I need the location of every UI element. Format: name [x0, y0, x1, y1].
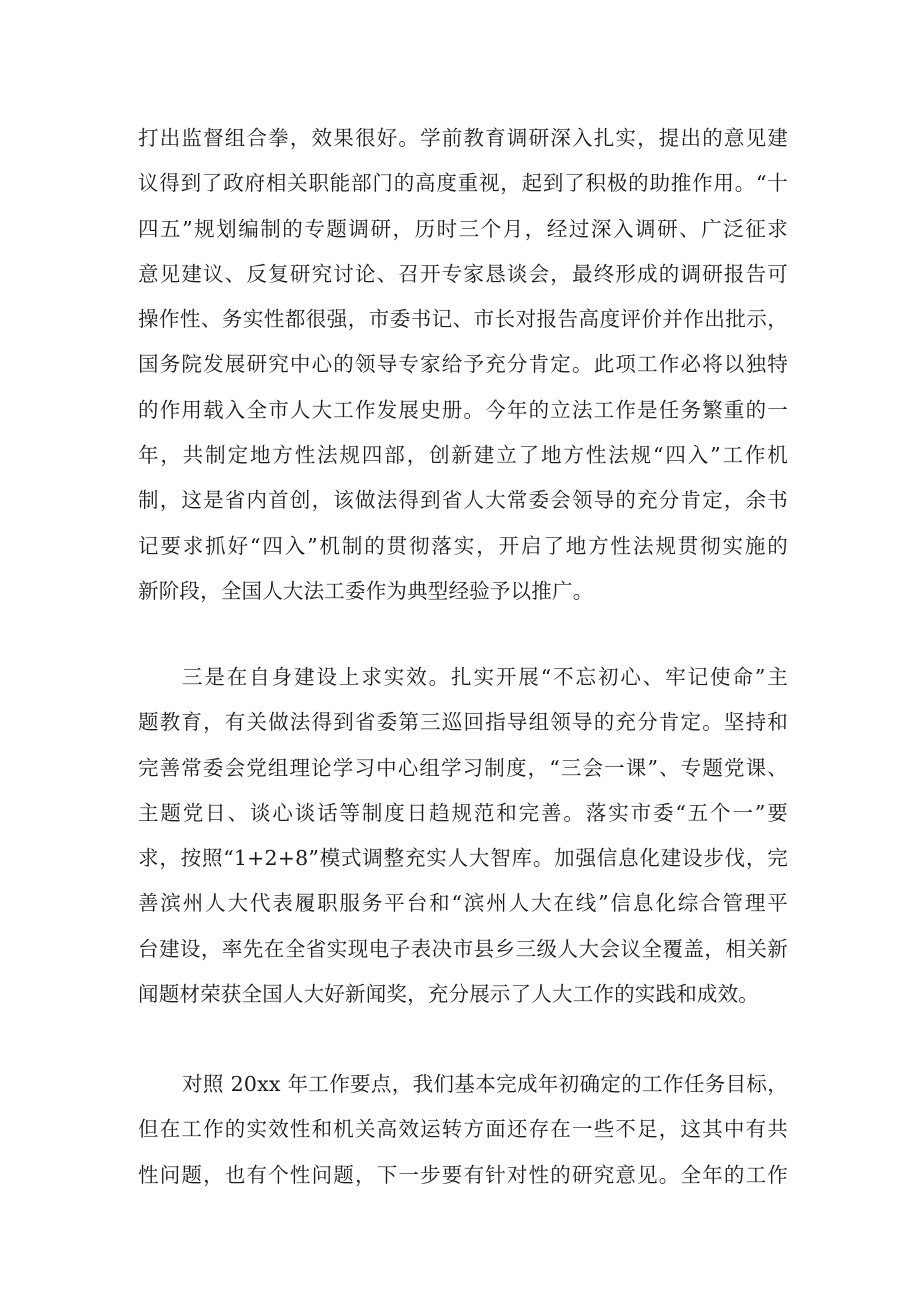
text-line: 国务院发展研究中心的领导专家给予充分肯定。此项工作必将以独特	[138, 352, 788, 377]
text-line: 完善常委会党组理论学习中心组学习制度，“三会一课”、专题党课、	[138, 755, 788, 780]
text-line: 的作用载入全市人大工作发展史册。今年的立法工作是任务繁重的一	[138, 397, 788, 422]
text-line: 主题党日、谈心谈话等制度日趋规范和完善。落实市委“五个一”要	[138, 800, 788, 825]
text-line: 制，这是省内首创，该做法得到省人大常委会领导的充分肯定，余书	[138, 488, 788, 513]
text-line: 四五”规划编制的专题调研，历时三个月，经过深入调研、广泛征求	[138, 216, 788, 241]
text-line: 闻题材荣获全国人大好新闻奖，充分展示了人大工作的实践和成效。	[138, 982, 759, 1007]
text-line: 意见建议、反复研究讨论、召开专家恳谈会，最终形成的调研报告可	[138, 261, 788, 286]
text-line: 题教育，有关做法得到省委第三巡回指导组领导的充分肯定。坚持和	[138, 710, 788, 735]
text-line: 善滨州人大代表履职服务平台和“滨州人大在线”信息化综合管理平	[138, 891, 788, 916]
text-line: 年，共制定地方性法规四部，创新建立了地方性法规“四入”工作机	[138, 443, 788, 468]
text-line: 三是在自身建设上求实效。扎实开展“不忘初心、牢记使命”主	[182, 665, 788, 689]
paragraph-work-review	[138, 1062, 788, 1198]
text-line: 对照 20xx 年工作要点，我们基本完成年初确定的工作任务目标，	[182, 1072, 788, 1096]
paragraph-legislation-work	[138, 116, 788, 614]
text-line: 打出监督组合拳，效果很好。学前教育调研深入扎实，提出的意见建	[138, 126, 788, 150]
text-line: 新阶段，全国人大法工委作为典型经验予以推广。	[138, 578, 594, 603]
text-line: 但在工作的实效性和机关高效运转方面还存在一些不足，这其中有共	[138, 1117, 788, 1142]
text-line: 议得到了政府相关职能部门的高度重视，起到了积极的助推作用。“十	[138, 171, 788, 196]
text-line: 记要求抓好“四入”机制的贯彻落实，开启了地方性法规贯彻实施的	[138, 533, 788, 558]
text-line: 操作性、务实性都很强，市委书记、市长对报告高度评价并作出批示，	[138, 307, 788, 332]
paragraph-self-construction	[138, 655, 788, 1017]
text-line: 台建设，率先在全省实现电子表决市县乡三级人大会议全覆盖，相关新	[138, 936, 788, 961]
text-line: 求，按照“1+2+8”模式调整充实人大智库。加强信息化建设步伐，完	[138, 846, 788, 871]
text-line: 性问题，也有个性问题，下一步要有针对性的研究意见。全年的工作	[138, 1162, 788, 1187]
